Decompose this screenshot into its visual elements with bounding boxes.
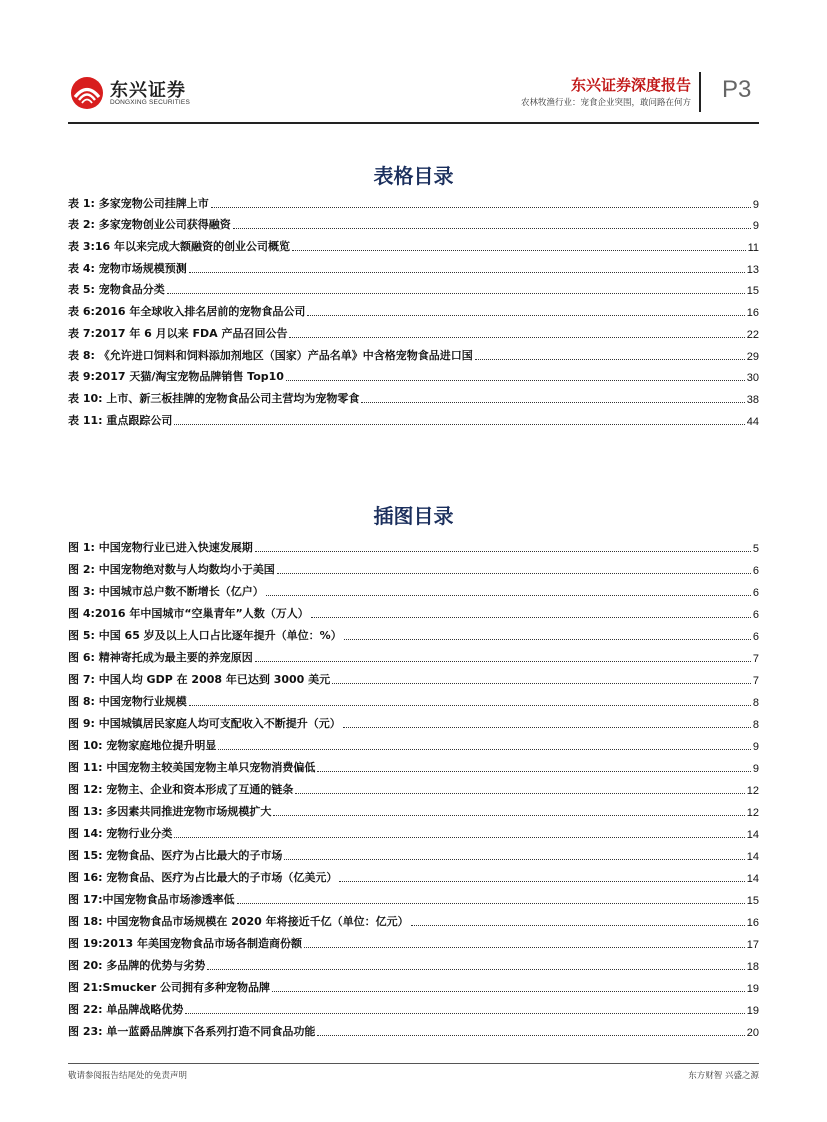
toc-entry-label: 图 7: 中国人均 GDP 在 2008 年已达到 3000 美元: [68, 673, 331, 686]
toc-entry-page: 29: [746, 350, 759, 363]
toc-entry-page: 6: [752, 565, 759, 577]
toc-leader-dots: [284, 859, 744, 860]
toc-leader-dots: [266, 595, 751, 596]
header-rule: [68, 122, 759, 124]
toc-leader-dots: [211, 207, 751, 208]
toc-entry[interactable]: [68, 232, 759, 254]
toc-entry-page: 11: [747, 242, 759, 255]
toc-entry-label: 表 10: 上市、新三板挂牌的宠物食品公司主营均为宠物零食: [68, 391, 360, 405]
toc-entry-page: 6: [752, 587, 759, 599]
toc-entry-page: 14: [746, 829, 759, 841]
figures-toc-title: 插图目录: [373, 504, 454, 528]
toc-leader-dots: [289, 337, 744, 338]
toc-entry-label: 表 8: 《允许进口饲料和饲料添加剂地区（国家）产品名单》中含格宠物食品进口国: [68, 348, 473, 362]
toc-entry-label: 表 3:16 年以来完成大额融资的创业公司概览: [68, 240, 291, 254]
toc-entry-label: 图 3: 中国城市总户数不断增长（亿户）: [68, 585, 264, 598]
footer-rule: [68, 1063, 759, 1064]
toc-entry[interactable]: [68, 1017, 759, 1039]
toc-entry-page: 17: [746, 939, 759, 951]
toc-entry-label: 图 4:2016 年中国城市“空巢青年”人数（万人）: [68, 607, 309, 620]
toc-leader-dots: [255, 551, 751, 552]
toc-entry-label: 图 9: 中国城镇居民家庭人均可支配收入不断提升（元）: [68, 717, 341, 730]
toc-entry[interactable]: [68, 363, 759, 385]
toc-entry-page: 14: [746, 873, 759, 885]
toc-entry-label: 表 1: 多家宠物公司挂牌上市: [68, 196, 209, 210]
toc-leader-dots: [277, 573, 751, 574]
toc-entry-label: 图 22: 单品牌战略优势: [68, 1003, 184, 1016]
toc-entry-label: 表 6:2016 年全球收入排名居前的宠物食品公司: [68, 305, 306, 319]
toc-leader-dots: [317, 1035, 744, 1036]
toc-entry[interactable]: [68, 384, 759, 406]
toc-entry-label: 表 7:2017 年 6 月以来 FDA 产品召回公告: [68, 326, 288, 340]
toc-entry[interactable]: [68, 665, 759, 687]
toc-entry[interactable]: [68, 731, 759, 753]
toc-entry-label: 图 23: 单一蓝爵品牌旗下各系列打造不同食品功能: [68, 1025, 316, 1038]
toc-leader-dots: [272, 991, 745, 992]
toc-entry-page: 7: [752, 675, 759, 687]
logo-text-en: DONGXING SECURITIES: [110, 99, 191, 106]
toc-leader-dots: [317, 771, 751, 772]
header-divider: [699, 72, 701, 112]
toc-entry-page: 14: [746, 851, 759, 863]
toc-leader-dots: [292, 250, 746, 251]
toc-entry-label: 图 14: 宠物行业分类: [68, 827, 173, 840]
toc-entry-page: 12: [746, 785, 759, 797]
toc-entry[interactable]: [68, 555, 759, 577]
toc-entry-label: 图 6: 精神寄托成为最主要的养宠原因: [68, 651, 253, 664]
toc-leader-dots: [411, 925, 745, 926]
toc-entry-page: 16: [746, 307, 759, 320]
toc-entry-page: 19: [746, 1005, 759, 1017]
toc-entry-page: 15: [746, 895, 759, 907]
toc-entry-page: 7: [752, 653, 759, 665]
toc-entry-label: 图 5: 中国 65 岁及以上人口占比逐年提升（单位：%）: [68, 629, 342, 642]
toc-entry-label: 表 9:2017 天猫/淘宝宠物品牌销售 Top10: [68, 370, 284, 384]
toc-leader-dots: [332, 683, 751, 684]
dongxing-logo-icon: [70, 76, 104, 110]
toc-entry[interactable]: [68, 797, 759, 819]
toc-entry[interactable]: [68, 863, 759, 885]
toc-leader-dots: [475, 359, 745, 360]
toc-entry-page: 38: [746, 393, 759, 406]
toc-leader-dots: [233, 228, 751, 229]
report-title: 东兴证券深度报告: [570, 76, 691, 94]
toc-leader-dots: [286, 380, 745, 381]
toc-entry-label: 图 17:中国宠物食品市场渗透率低: [68, 893, 235, 906]
toc-entry-page: 15: [746, 285, 759, 298]
toc-entry-label: 表 2: 多家宠物创业公司获得融资: [68, 218, 231, 232]
toc-leader-dots: [307, 315, 744, 316]
toc-entry[interactable]: [68, 621, 759, 643]
toc-entry[interactable]: [68, 753, 759, 775]
toc-leader-dots: [273, 815, 744, 816]
toc-entry-page: 8: [752, 719, 759, 731]
toc-leader-dots: [185, 1013, 744, 1014]
toc-entry-page: 9: [752, 220, 759, 233]
toc-entry[interactable]: [68, 907, 759, 929]
toc-entry-label: 图 10: 宠物家庭地位提升明显: [68, 739, 217, 752]
toc-entry-label: 图 19:2013 年美国宠物食品市场各制造商份额: [68, 937, 302, 950]
toc-entry[interactable]: [68, 687, 759, 709]
toc-entry[interactable]: [68, 577, 759, 599]
toc-entry-label: 图 15: 宠物食品、医疗为占比最大的子市场: [68, 849, 283, 862]
toc-entry-page: 6: [752, 631, 759, 643]
toc-entry-label: 图 1: 中国宠物行业已进入快速发展期: [68, 541, 253, 554]
toc-entry-label: 图 12: 宠物主、企业和资本形成了互通的链条: [68, 783, 294, 796]
toc-entry[interactable]: [68, 297, 759, 319]
toc-entry-page: 9: [752, 763, 759, 775]
toc-leader-dots: [174, 837, 744, 838]
toc-entry-page: 9: [752, 198, 759, 211]
toc-leader-dots: [237, 903, 745, 904]
toc-entry[interactable]: [68, 643, 759, 665]
toc-leader-dots: [343, 727, 751, 728]
toc-entry[interactable]: [68, 189, 759, 211]
toc-leader-dots: [189, 272, 745, 273]
toc-leader-dots: [295, 793, 744, 794]
toc-entry[interactable]: [68, 276, 759, 298]
company-logo: [70, 76, 200, 110]
toc-entry-label: 表 11: 重点跟踪公司: [68, 413, 173, 427]
toc-leader-dots: [304, 947, 745, 948]
toc-leader-dots: [167, 293, 745, 294]
toc-leader-dots: [189, 705, 751, 706]
page-number: P3: [722, 76, 752, 103]
toc-entry[interactable]: [68, 775, 759, 797]
toc-entry-page: 5: [752, 543, 759, 555]
figures-toc-list: [68, 533, 759, 1039]
toc-entry[interactable]: [68, 929, 759, 951]
toc-entry-page: 13: [746, 263, 759, 276]
toc-entry-page: 19: [746, 983, 759, 995]
toc-entry-label: 表 4: 宠物市场规模预测: [68, 261, 187, 275]
toc-entry-label: 表 5: 宠物食品分类: [68, 283, 165, 297]
toc-leader-dots: [344, 639, 751, 640]
toc-entry-page: 9: [752, 741, 759, 753]
toc-entry[interactable]: [68, 341, 759, 363]
toc-entry-label: 图 13: 多因素共同推进宠物市场规模扩大: [68, 805, 272, 818]
footer-slogan: 东方财智 兴盛之源: [688, 1071, 759, 1081]
toc-entry[interactable]: [68, 406, 759, 428]
toc-entry[interactable]: [68, 995, 759, 1017]
toc-entry[interactable]: [68, 211, 759, 233]
toc-entry[interactable]: [68, 841, 759, 863]
toc-entry[interactable]: [68, 533, 759, 555]
toc-entry-page: 18: [746, 961, 759, 973]
toc-entry[interactable]: [68, 819, 759, 841]
toc-leader-dots: [311, 617, 751, 618]
toc-entry-page: 6: [752, 609, 759, 621]
toc-entry[interactable]: [68, 254, 759, 276]
toc-entry-page: 22: [746, 328, 759, 341]
toc-entry-page: 20: [746, 1027, 759, 1039]
toc-entry-label: 图 20: 多品牌的优势与劣势: [68, 959, 206, 972]
toc-entry-label: 图 8: 中国宠物行业规模: [68, 695, 187, 708]
toc-leader-dots: [361, 402, 744, 403]
tables-toc-list: [68, 189, 759, 428]
toc-entry-page: 12: [746, 807, 759, 819]
toc-entry-label: 图 2: 中国宠物绝对数与人均数均小于美国: [68, 563, 275, 576]
toc-entry-label: 图 11: 中国宠物主较美国宠物主单只宠物消费偏低: [68, 761, 316, 774]
toc-entry-page: 44: [746, 415, 759, 428]
logo-text-cn: 东兴证券: [110, 80, 186, 101]
toc-entry[interactable]: [68, 709, 759, 731]
toc-leader-dots: [218, 749, 751, 750]
toc-leader-dots: [207, 969, 744, 970]
toc-entry[interactable]: [68, 973, 759, 995]
toc-entry[interactable]: [68, 885, 759, 907]
toc-entry[interactable]: [68, 319, 759, 341]
toc-entry-label: 图 21:Smucker 公司拥有多种宠物品牌: [68, 981, 271, 994]
toc-entry[interactable]: [68, 951, 759, 973]
toc-entry-page: 8: [752, 697, 759, 709]
toc-entry[interactable]: [68, 599, 759, 621]
footer-disclaimer: 敬请参阅报告结尾处的免责声明: [68, 1071, 188, 1081]
page-header: [0, 0, 827, 130]
toc-leader-dots: [339, 881, 744, 882]
toc-leader-dots: [255, 661, 751, 662]
toc-entry-label: 图 16: 宠物食品、医疗为占比最大的子市场（亿美元）: [68, 871, 338, 884]
report-subtitle: 农林牧渔行业：宠食企业突围，敢问路在何方: [520, 98, 691, 108]
toc-entry-label: 图 18: 中国宠物食品市场规模在 2020 年将接近千亿（单位：亿元）: [68, 915, 409, 928]
toc-entry-page: 16: [746, 917, 759, 929]
toc-leader-dots: [174, 424, 744, 425]
toc-entry-page: 30: [746, 372, 759, 385]
tables-toc-title: 表格目录: [373, 164, 454, 188]
